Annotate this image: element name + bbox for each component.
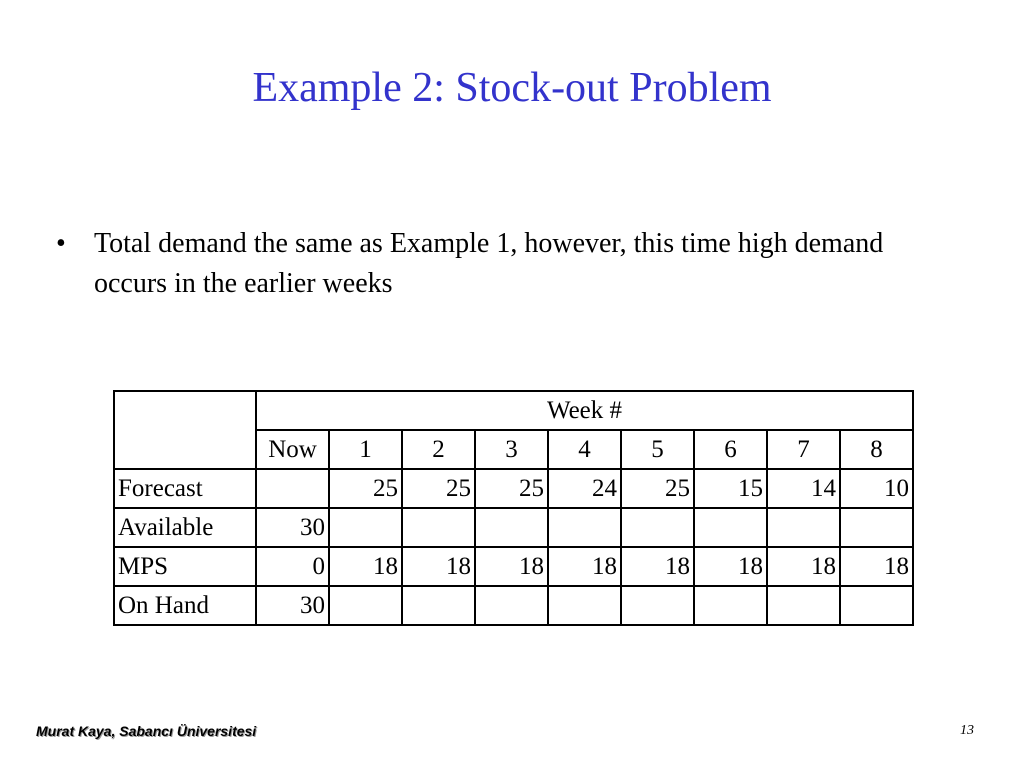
bullet-item: [56, 224, 956, 304]
table-cell: [621, 508, 694, 547]
table-cell: 0: [256, 547, 329, 586]
table-row-on-hand: [114, 586, 913, 625]
row-label: On Hand: [114, 586, 256, 625]
bullet-text: Total demand the same as Example 1, however, this time high demand occurs in the earlier weeks: [94, 228, 884, 299]
table-cell: 25: [329, 469, 402, 508]
table-cell: [767, 508, 840, 547]
table-cell: [840, 586, 913, 625]
column-header: 4: [548, 430, 621, 469]
column-header: 6: [694, 430, 767, 469]
column-header: 7: [767, 430, 840, 469]
table-cell: 18: [840, 547, 913, 586]
table-cell: [840, 508, 913, 547]
table-cell: 25: [402, 469, 475, 508]
table-cell: 18: [475, 547, 548, 586]
table-cell: 25: [621, 469, 694, 508]
table-cell: [475, 508, 548, 547]
row-label: MPS: [114, 547, 256, 586]
week-group-header: Week #: [256, 391, 913, 430]
table-cell: 30: [256, 586, 329, 625]
table-cell: [329, 508, 402, 547]
table-cell: [548, 586, 621, 625]
mps-table: [113, 390, 914, 626]
table-row-available: [114, 508, 913, 547]
table-cell: 25: [475, 469, 548, 508]
table-cell: [767, 586, 840, 625]
table-cell: 18: [329, 547, 402, 586]
table-cell: [402, 586, 475, 625]
table-cell: 10: [840, 469, 913, 508]
table-cell: 24: [548, 469, 621, 508]
table-cell: 18: [402, 547, 475, 586]
row-label: Forecast: [114, 469, 256, 508]
bullet-dot-icon: •: [56, 228, 66, 259]
table-row-mps: [114, 547, 913, 586]
table-cell: [621, 586, 694, 625]
table-cell: [475, 586, 548, 625]
table-cell: [402, 508, 475, 547]
column-header: 8: [840, 430, 913, 469]
table-cell: [329, 586, 402, 625]
table-cell: [694, 586, 767, 625]
table-cell: [548, 508, 621, 547]
table-cell: 18: [621, 547, 694, 586]
table-cell: 30: [256, 508, 329, 547]
column-header: 5: [621, 430, 694, 469]
page-number: 13: [960, 723, 974, 738]
table-cell: 18: [767, 547, 840, 586]
column-header: Now: [256, 430, 329, 469]
table-cell: 15: [694, 469, 767, 508]
column-header: 1: [329, 430, 402, 469]
footer-author: Murat Kaya, Sabancı Üniversitesi: [36, 723, 257, 739]
table-cell: 18: [548, 547, 621, 586]
table-cell: [256, 469, 329, 508]
table-row-forecast: [114, 469, 913, 508]
table-cell: [694, 508, 767, 547]
column-header: 2: [402, 430, 475, 469]
column-header: 3: [475, 430, 548, 469]
table-header-row: [114, 391, 913, 430]
table-corner-cell: [114, 391, 256, 469]
table-cell: 18: [694, 547, 767, 586]
slide-title: Example 2: Stock-out Problem: [252, 65, 772, 111]
table-cell: 14: [767, 469, 840, 508]
row-label: Available: [114, 508, 256, 547]
